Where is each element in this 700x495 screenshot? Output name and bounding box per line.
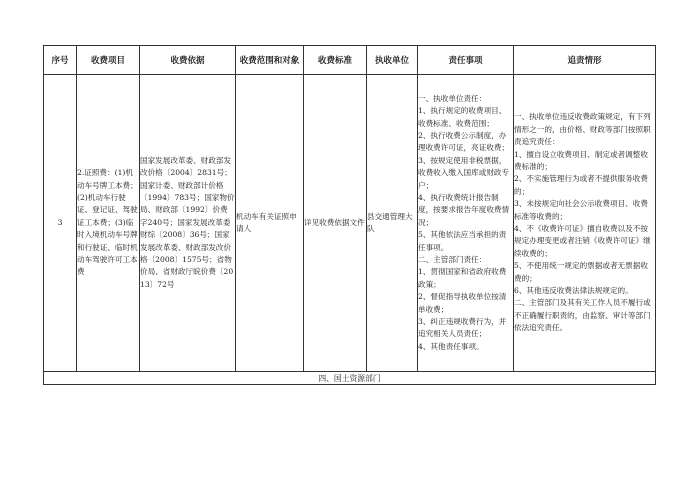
accountability-line: 4、不《收费许可证》擅自收费以及不按规定办理变更或者注销《收费许可证》继续收费的； — [514, 224, 651, 258]
header-standard: 收费标准 — [304, 46, 367, 75]
row-item: 2.证照费：(1)机动车号牌工本费；(2)机动车行驶证、登记证、驾驶证工本费；(3)临时入境机动车号牌和行驶证、临时机动车驾驶许可工本费 — [77, 75, 140, 372]
accountability-line: 2、不实施管理行为或者不提供服务收费的； — [514, 174, 648, 196]
header-duties: 责任事项 — [418, 46, 514, 75]
duty-line: 1、执行规定的收费项目、收费标准、收费范围； — [418, 106, 507, 128]
row-standard: 详见收费依据文件 — [304, 75, 367, 372]
duty-line: 5、其他依法应当承担的责任事项。 — [418, 230, 507, 252]
row-scope: 机动车有关证照申请人 — [236, 75, 304, 372]
duty-line: 一、执收单位责任： — [418, 93, 487, 103]
duty-line: 2、督促指导执收单位按清单收费； — [418, 292, 507, 314]
header-accountability: 追责情形 — [514, 46, 656, 75]
header-index: 序号 — [44, 46, 77, 75]
duty-line: 4、执行收费统计报告制度，按要求报告年度收费情况； — [418, 192, 510, 227]
accountability-line: 6、其他违反收费法律法规规定的。 — [514, 286, 633, 296]
duty-line: 1、贯彻国家和省政府收费政策； — [418, 267, 507, 289]
row-duties — [418, 75, 514, 372]
row-basis: 国家发展改革委、财政部发改价格〔2004〕2831号；国家计委、财政部计价格〔1994〕783号；国家物价局、财政部〔1992〕价费字240号；国家发展改革委财综〔2008〕36号；国家发展改革委、财政部发改价格〔2008〕1575号；省物价局、省财政厅皖价费〔2013〕72号 — [140, 75, 236, 372]
accountability-line: 二、主管部门及其有关工作人员不履行或不正确履行职责的，由监察、审计等部门依法追究责任。 — [514, 298, 651, 333]
duty-line: 二、主管部门责任： — [418, 255, 487, 265]
header-basis: 收费依据 — [140, 46, 236, 75]
accountability-line: 一、执收单位违反收费政策规定，有下列情形之一的，由价格、财政等部门按照职责追究责任： — [514, 112, 651, 147]
accountability-line: 3、未按规定向社会公示收费项目、收费标准等收费的； — [514, 199, 648, 221]
accountability-line: 1、擅自设立收费项目、制定或者调整收费标准的； — [514, 149, 648, 171]
section-row — [44, 372, 656, 385]
row-accountability — [514, 75, 656, 372]
duty-line: 2、执行收费公示制度，办理收费许可证，亮证收费； — [418, 130, 510, 153]
duty-line: 3、按规定使用非税票据，收费收入缴入国库或财政专户； — [418, 155, 510, 190]
header-scope: 收费范围和对象 — [236, 46, 304, 75]
fee-table — [43, 45, 656, 385]
duty-line: 4、其他责任事项。 — [418, 341, 484, 351]
duty-line: 3、纠正违规收费行为，并追究相关人员责任； — [418, 317, 507, 339]
header-item: 收费项目 — [77, 46, 140, 75]
row-index: 3 — [44, 75, 77, 372]
section-title: 四、国土资源部门 — [44, 372, 656, 385]
accountability-line: 5、不使用统一规定的票据或者无票据收费的； — [514, 261, 648, 283]
header-unit: 执收单位 — [367, 46, 418, 75]
header-row — [44, 46, 656, 75]
table-row — [44, 75, 656, 372]
row-unit: 县交通管理大队 — [367, 75, 418, 372]
